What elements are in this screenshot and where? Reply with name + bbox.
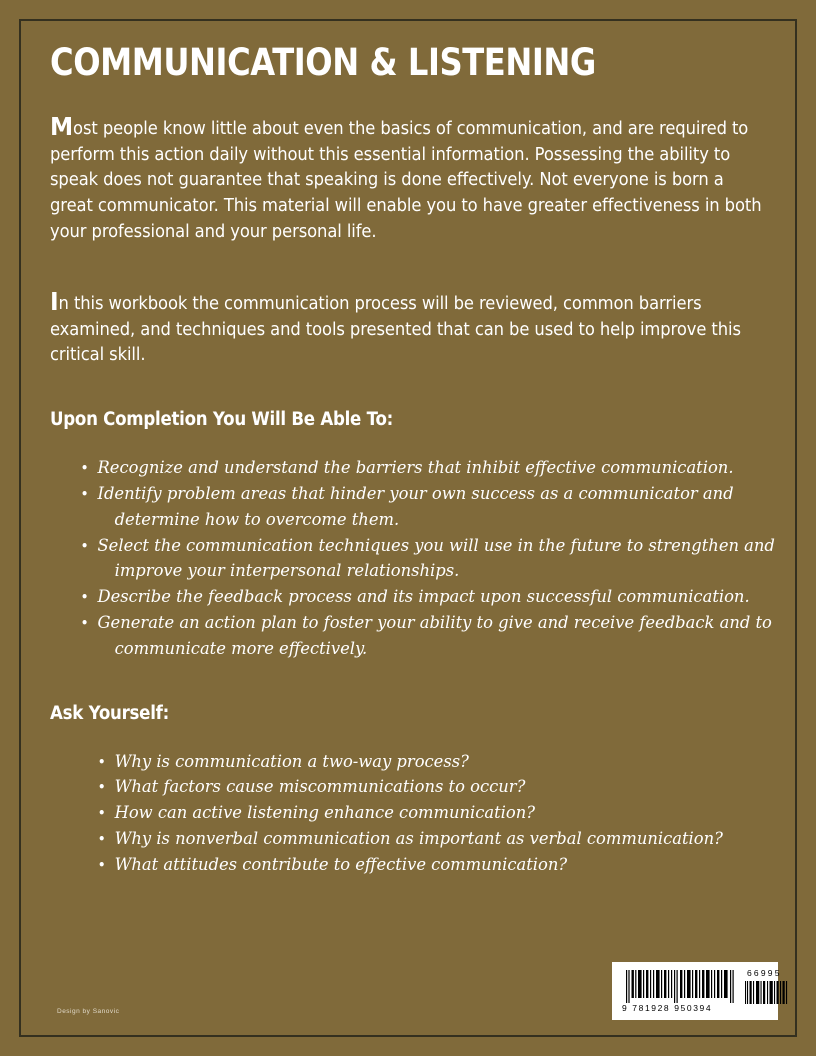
completion-objectives-list [50, 456, 775, 662]
ask-yourself-questions-list [50, 750, 766, 879]
paragraph-2-initial-cap: I [50, 286, 59, 316]
intro-paragraph-1 [50, 111, 768, 246]
list-item: • What factors cause miscommunications to occur? [50, 775, 816, 801]
list-item: • Recognize and understand the barriers that inhibit effective communication. [50, 456, 816, 482]
isbn-digits: 9 781928 950394 [622, 1003, 713, 1013]
price-addon-digits: 66995 [747, 968, 782, 978]
paragraph-2-text: n this workbook the communication process will be reviewed, common barriers examined, and techniques and tools presented that can be used to help improve this critical skill. [50, 293, 741, 366]
intro-paragraph-2 [50, 286, 768, 369]
barcode-block [612, 962, 782, 1020]
list-item: • Why is communication a two-way process? [50, 750, 816, 776]
paragraph-1-initial-cap: M [50, 111, 74, 141]
list-item: • Why is nonverbal communication as important as verbal communication? [50, 827, 816, 853]
paragraph-1-text: ost people know little about even the basics of communication, and are required to perform this action daily without this essential information. Possessing the ability to speak does not guarantee that speaking is done effectively. Not everyone is born a great communicator. This material will enable you to have greater effectiveness in both your professional and your personal life. [50, 118, 762, 243]
list-item: • Describe the feedback process and its impact upon successful communication. [50, 585, 816, 611]
list-item: • Identify problem areas that hinder your own success as a communicator and determine how to overcome them. [50, 482, 816, 534]
isbn-barcode-icon [626, 970, 736, 1003]
price-addon-barcode-icon [745, 981, 789, 1004]
ask-yourself-heading: Ask Yourself: [50, 702, 170, 724]
list-item: • Generate an action plan to foster your ability to give and receive feedback and to communicate more effectively. [50, 611, 816, 663]
list-item: • Select the communication techniques you will use in the future to strengthen and improve your interpersonal relationships. [50, 534, 816, 586]
page-title: COMMUNICATION & LISTENING [50, 41, 596, 84]
list-item: • What attitudes contribute to effective communication? [50, 853, 816, 879]
completion-heading: Upon Completion You Will Be Able To: [50, 409, 394, 431]
cover-content [50, 41, 775, 879]
designer-credit: Design by Sanovic [57, 1008, 120, 1015]
list-item: • How can active listening enhance communication? [50, 801, 816, 827]
